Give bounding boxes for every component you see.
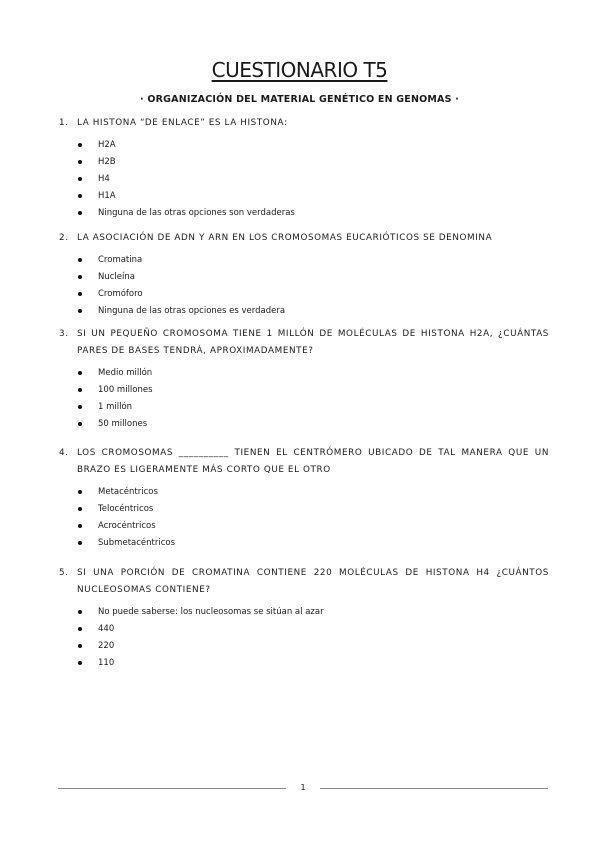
question-number: 4. — [59, 448, 69, 458]
option-text: Nucleína — [98, 271, 135, 282]
bullet-icon — [78, 405, 82, 409]
question-3 — [59, 326, 549, 433]
option-item — [59, 170, 549, 187]
bullet-icon — [78, 388, 82, 392]
question-text: LA ASOCIACIÓN DE ADN Y ARN EN LOS CROMOSOMAS EUCARIÓTICOS SE DENOMINA — [77, 233, 493, 243]
option-text: Acrocéntricos — [98, 520, 156, 531]
option-item — [59, 620, 549, 637]
question-1 — [59, 115, 549, 222]
bullet-icon — [78, 160, 82, 164]
option-item — [59, 251, 549, 268]
option-item — [59, 637, 549, 654]
question-stem — [59, 115, 549, 132]
question-text: SI UN PEQUEÑO CROMOSOMA TIENE 1 MILLÓN DE MOLÉCULAS DE HISTONA H2A, ¿CUÁNTAS PARES DE BASES TENDRÁ, APROXIMADAMENTE? — [77, 329, 549, 356]
page-title: CUESTIONARIO T5 — [211, 58, 388, 82]
question-text: LA HISTONA “DE ENLACE” ES LA HISTONA: — [77, 118, 288, 128]
option-list — [59, 251, 549, 320]
option-text: Cromatina — [98, 254, 143, 265]
bullet-icon — [78, 258, 82, 262]
option-list — [59, 364, 549, 433]
option-list — [59, 483, 549, 552]
footer-divider-left — [58, 788, 286, 789]
option-item — [59, 416, 549, 433]
question-2 — [59, 230, 549, 320]
option-text: 440 — [98, 623, 115, 634]
question-number: 2. — [59, 233, 69, 243]
page-subtitle: · ORGANIZACIÓN DEL MATERIAL GENÉTICO EN GENOMAS · — [140, 94, 459, 105]
option-list — [59, 136, 549, 222]
option-text: H2B — [98, 156, 116, 167]
option-text: H4 — [98, 173, 110, 184]
bullet-icon — [78, 143, 82, 147]
option-item — [59, 303, 549, 320]
bullet-icon — [78, 194, 82, 198]
option-item — [59, 136, 549, 153]
bullet-icon — [78, 541, 82, 545]
option-list — [59, 603, 549, 672]
option-text: 100 millones — [98, 384, 153, 395]
option-item — [59, 188, 549, 205]
bullet-icon — [78, 371, 82, 375]
bullet-icon — [78, 507, 82, 511]
question-number: 5. — [59, 568, 69, 578]
option-item — [59, 483, 549, 500]
question-text: SI UNA PORCIÓN DE CROMATINA CONTIENE 220 MOLÉCULAS DE HISTONA H4 ¿CUÁNTOS NUCLEOSOMAS CONTIENE? — [77, 568, 549, 595]
option-text: Cromóforo — [98, 288, 143, 299]
bullet-icon — [78, 627, 82, 631]
question-stem — [59, 445, 549, 479]
option-item — [59, 500, 549, 517]
option-item — [59, 268, 549, 285]
option-item — [59, 535, 549, 552]
bullet-icon — [78, 644, 82, 648]
bullet-icon — [78, 292, 82, 296]
option-item — [59, 655, 549, 672]
question-stem — [59, 230, 549, 247]
option-text: H2A — [98, 139, 116, 150]
option-text: Submetacéntricos — [98, 538, 176, 549]
bullet-icon — [78, 275, 82, 279]
bullet-icon — [78, 610, 82, 614]
question-text: LOS CROMOSOMAS __________ TIENEN EL CENTRÓMERO UBICADO DE TAL MANERA QUE UN BRAZO ES LIGERAMENTE MÁS CORTO QUE EL OTRO — [77, 448, 549, 475]
option-item — [59, 364, 549, 381]
question-stem — [59, 565, 549, 599]
option-text: Medio millón — [98, 367, 153, 378]
option-text: Ninguna de las otras opciones es verdadera — [98, 306, 286, 317]
option-item — [59, 205, 549, 222]
option-text: 110 — [98, 658, 115, 669]
question-number: 3. — [59, 329, 69, 339]
option-item — [59, 381, 549, 398]
bullet-icon — [78, 177, 82, 181]
option-item — [59, 153, 549, 170]
page-footer — [58, 783, 548, 797]
question-stem — [59, 326, 549, 360]
option-text: Telocéntricos — [98, 503, 154, 514]
bullet-icon — [78, 309, 82, 313]
option-text: H1A — [98, 191, 116, 202]
option-text: Ninguna de las otras opciones son verdaderas — [98, 208, 295, 219]
page-number: 1 — [300, 783, 306, 792]
question-number: 1. — [59, 118, 69, 128]
option-text: 50 millones — [98, 419, 148, 430]
bullet-icon — [78, 422, 82, 426]
option-item — [59, 517, 549, 534]
question-4 — [59, 445, 549, 552]
bullet-icon — [78, 211, 82, 215]
option-item — [59, 603, 549, 620]
option-item — [59, 285, 549, 302]
footer-divider-right — [320, 788, 548, 789]
option-item — [59, 398, 549, 415]
bullet-icon — [78, 661, 82, 665]
question-5 — [59, 565, 549, 672]
option-text: No puede saberse: los nucleosomas se sitúan al azar — [98, 606, 324, 617]
bullet-icon — [78, 524, 82, 528]
option-text: 220 — [98, 640, 115, 651]
bullet-icon — [78, 490, 82, 494]
option-text: 1 millón — [98, 401, 133, 412]
option-text: Metacéntricos — [98, 486, 158, 497]
